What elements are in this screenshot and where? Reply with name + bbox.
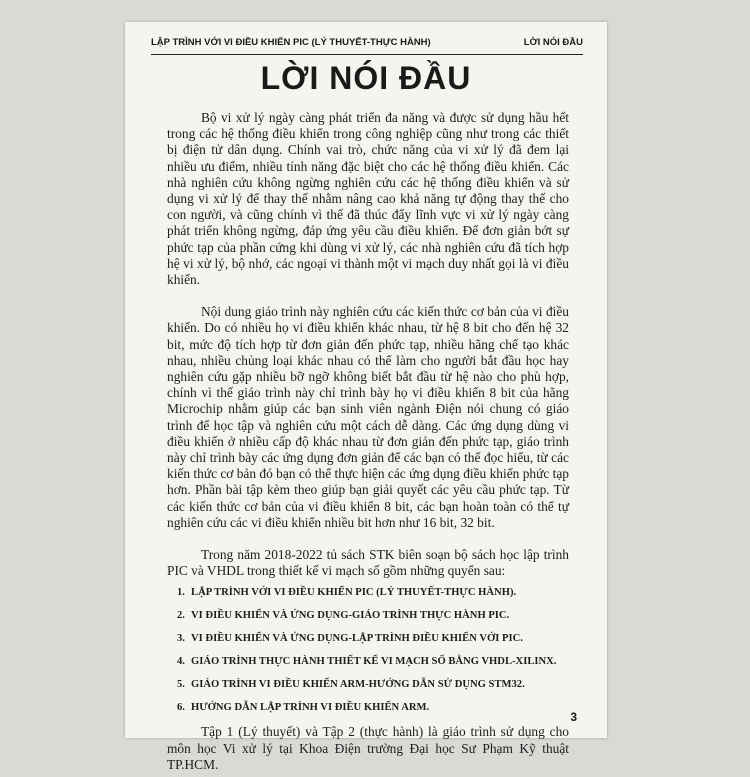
- header-section-title: LỜI NÓI ĐẦU: [523, 37, 583, 48]
- paragraph-3: Trong năm 2018-2022 tủ sách STK biên soạn bộ sách học lập trình PIC và VHDL trong thiết kế vi mạch số gồm những quyển sau:: [167, 547, 569, 579]
- list-item: [177, 586, 569, 600]
- list-item-title: LẬP TRÌNH VỚI VI ĐIỀU KHIỂN PIC (LÝ THUYẾT-THỰC HÀNH).: [191, 587, 517, 599]
- list-item-title: VI ĐIỀU KHIỂN VÀ ỨNG DỤNG-LẬP TRÌNH ĐIỀU KHIỂN VỚI PIC.: [191, 633, 523, 645]
- page-number: 3: [570, 710, 577, 724]
- running-header: [151, 34, 583, 55]
- page-title: LỜI NÓI ĐẦU: [260, 60, 472, 96]
- list-item-number: 3.: [177, 633, 185, 645]
- paragraph-2: Nội dung giáo trình này nghiên cứu các kiến thức cơ bản của vi điều khiển. Do có nhiều họ vi điều khiển khác nhau, từ hệ 8 bit cho đến hệ 32 bit, mức độ tích hợp từ đơn giản đến phức tạp, nhiều hãng chế tạo khác nhau, nhiều chủng loại khác nhau có thể làm cho người bắt đầu học hay nghiên cứu gặp nhiều bỡ ngỡ không biết bắt đầu từ hệ nào cho phù hợp, chính vì thế giáo trình này chỉ trình bày họ vi điều khiển 8 bit của hãng Microchip nhằm giúp các bạn sinh viên ngành Điện nói chung có giáo trình để học tập và nghiên cứu một cách dễ dàng. Các ứng dụng dùng vi điều khiển ở nhiều cấp độ khác nhau từ đơn giản đến phức tạp, giáo trình này chỉ trình bày các ứng dụng đơn giản để các bạn có thể đọc hiểu, từ các kiến thức cơ bản đó bạn có thể thực hiện các ứng dụng điều khiển phức tạp hơn. Phần bài tập kèm theo giúp bạn giải quyết các yêu cầu phức tạp. Từ các kiến thức cơ bản của vi điều khiển 8 bit, các bạn hoàn toàn có thể tự nghiên cứu các vi điều khiển nhiều bit hơn như 16 bit, 32 bit.: [167, 304, 570, 530]
- list-item: [177, 701, 569, 715]
- closing-paragraph: Tập 1 (Lý thuyết) và Tập 2 (thực hành) là giáo trình sử dụng cho môn học Vi xử lý tại Khoa Điện trường Đại học Sư Phạm Kỹ thuật TP.HCM.: [167, 724, 569, 772]
- list-item: [177, 632, 569, 646]
- list-item: [177, 609, 569, 623]
- list-item-title: GIÁO TRÌNH THỰC HÀNH THIẾT KẾ VI MẠCH SỐ BẰNG VHDL-XILINX.: [191, 656, 557, 668]
- list-item-number: 1.: [177, 587, 185, 599]
- book-list: [167, 586, 569, 715]
- header-book-title: LẬP TRÌNH VỚI VI ĐIỀU KHIỂN PIC (LÝ THUYẾT-THỰC HÀNH): [151, 37, 431, 48]
- list-item: [177, 655, 569, 669]
- list-item-number: 4.: [177, 656, 185, 668]
- list-item-title: VI ĐIỀU KHIỂN VÀ ỨNG DỤNG-GIÁO TRÌNH THỰC HÀNH PIC.: [191, 610, 510, 622]
- list-item-number: 5.: [177, 679, 185, 691]
- paragraph-1: Bộ vi xử lý ngày càng phát triển đa năng và được sử dụng hầu hết trong các hệ thống điều khiển trong công nghiệp cũng như trong các thiết bị điện tử dân dụng. Chính vai trò, chức năng của vi xử lý đã đem lại nhiều ưu điểm, nhiều tính năng đặc biệt cho các hệ thống điều khiển. Các nhà nghiên cứu không ngừng nghiên cứu các hệ thống điều khiển và sử dụng vi xử lý để thay thế nhằm nâng cao khả năng tự động thay thế cho con người, và cũng chính vì thế đã thúc đẩy lĩnh vực vi xử lý ngày càng phát triển không ngừng, đáp ứng yêu cầu điều khiển. Để đơn giản bớt sự phức tạp của phần cứng khi dùng vi xử lý, các nhà nghiên cứu đã tích hợp hệ vi xử lý, bộ nhớ, các ngoại vi thành một vi mạch duy nhất gọi là vi điều khiển.: [167, 110, 569, 288]
- book-page: [125, 22, 607, 772]
- list-item-number: 2.: [177, 610, 185, 622]
- list-item: [177, 678, 569, 692]
- list-item-title: GIÁO TRÌNH VI ĐIỀU KHIỂN ARM-HƯỚNG DẪN SỬ DỤNG STM32.: [191, 679, 525, 691]
- list-item-number: 6.: [177, 702, 185, 714]
- body-text: [167, 110, 569, 777]
- list-item-title: HƯỚNG DẪN LẬP TRÌNH VI ĐIỀU KHIỂN ARM.: [191, 702, 430, 714]
